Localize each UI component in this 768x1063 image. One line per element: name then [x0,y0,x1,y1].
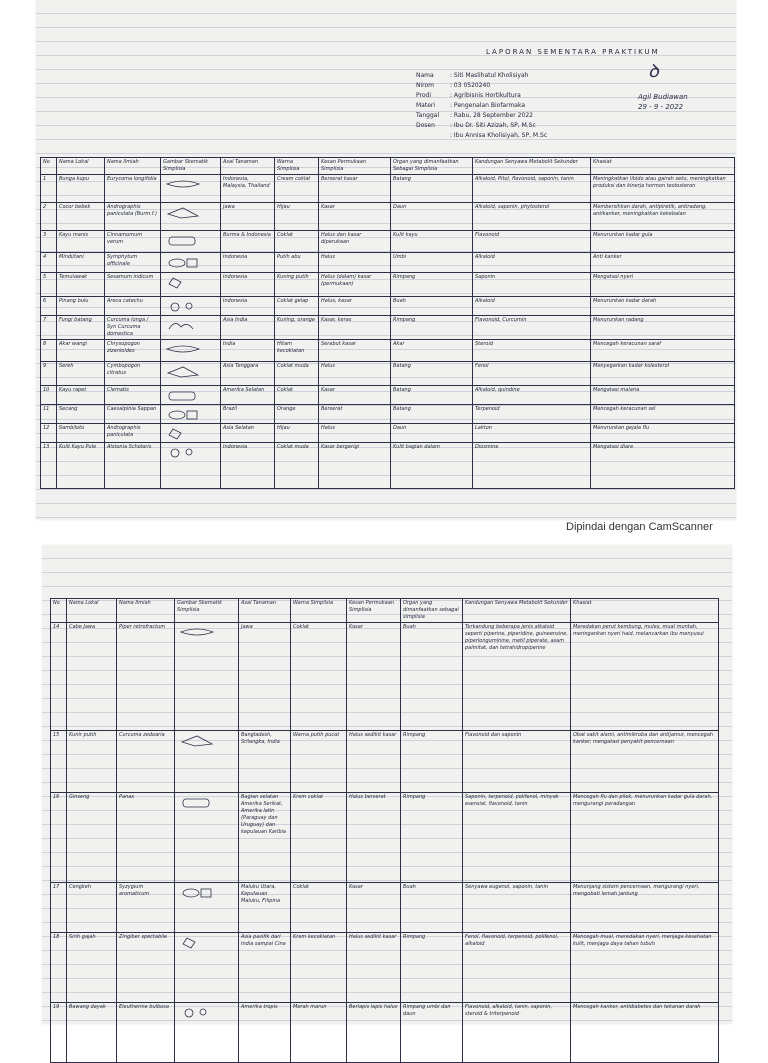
simplisia-sketch [161,424,221,443]
table-cell: Merah marun [291,1003,347,1063]
table-row [41,316,735,340]
table-row [41,175,735,203]
table-row [51,1003,719,1063]
simplisia-sketch [161,203,221,231]
practicum-table-1 [40,157,735,489]
signature-name: Agil Budiawan [638,93,688,101]
table-cell: 19 [51,1003,67,1063]
table-cell: Meredakan perut kembung, mules, mual muntah, meringankan nyeri haid, melancarkan ibu menyusui [571,623,719,731]
scanned-page-1 [36,0,736,520]
column-header: Kandungan Senyawa Metabolit Sekunder [463,599,571,623]
camscanner-watermark: Dipindai dengan CamScanner [566,521,713,533]
table-cell: Anti kanker [591,253,735,273]
column-header: Asal Tanaman [239,599,291,623]
table-row [51,793,719,883]
header-field-value: : Pengenalan Biofarmaka [450,102,526,109]
table-cell: Bagian selatan Amerika Serikat, Amerika latin (Paraguay dan Uruguay) dan kepulauan Karibia [239,793,291,883]
table-cell: Rimpang [391,273,473,297]
header-field [416,82,490,89]
table-cell: Krem coklat [291,793,347,883]
table-cell: Alkaloid [473,297,591,316]
header-field [416,122,536,129]
table-cell: Senyawa eugenol, saponin, tanin [463,883,571,933]
simplisia-sketch [175,731,239,793]
table-cell: Cream coklat [275,175,319,203]
table-cell: Putih abu [275,253,319,273]
table-row [51,883,719,933]
table-row [51,731,719,793]
signature-mark: ꝺ [648,61,659,82]
table-cell: 4 [41,253,57,273]
table-cell: Rimpang [401,731,463,793]
table-cell: Flavonoid [473,231,591,253]
simplisia-sketch [175,793,239,883]
table-cell: Kayu manis [57,231,105,253]
table-cell: Rimpang umbi dan daun [401,1003,463,1063]
simplisia-sketch [161,231,221,253]
table-cell: Fungi batang [57,316,105,340]
table-cell: Buah [401,883,463,933]
table-cell: Indonesia [221,297,275,316]
table-cell: Asia India [221,316,275,340]
table-cell: Halus [319,362,391,386]
header-field-value: : Agribisnis Hortikultura [450,92,521,99]
table-cell: Coklat gelap [275,297,319,316]
header-field-value: : 03 0520240 [450,82,491,89]
table-cell: Sirih gajah [67,933,117,1003]
column-header: Nama Ilmiah [117,599,175,623]
table-cell: Halus (dalam) kasar (permukaan) [319,273,391,297]
table-cell: Warna putih pucat [291,731,347,793]
table-cell: Symphytum officinale [105,253,161,273]
table-cell: Mencegah keracunan saraf [591,340,735,362]
table-cell: Jawa [221,203,275,231]
table-cell: 7 [41,316,57,340]
table-cell: 5 [41,273,57,297]
table-cell: Amerika Selatan [221,386,275,405]
table-cell: 12 [41,424,57,443]
header-field [416,132,547,139]
header-field [416,92,521,99]
column-header: Organ yang dimanfaatkan Sebagai Simplisia [391,158,473,175]
table-cell: Buah [401,623,463,731]
table-cell: 2 [41,203,57,231]
table-cell: Hitam kecoklatan [275,340,319,362]
table-cell: Obat sakit alami, antimikroba dan antijamur, mencegah kanker, mengatasi penyakit pencernaan [571,731,719,793]
table-cell: Kayu rapet [57,386,105,405]
table-cell: Mengatasi malaria [591,386,735,405]
simplisia-sketch [175,623,239,731]
table-cell: Coklat [291,883,347,933]
table-cell: Eleutherine bulbosa [117,1003,175,1063]
table-cell: Kasar [319,203,391,231]
scanned-page-2 [42,545,732,1024]
table-cell: Berlapis lapis halus [347,1003,401,1063]
table-cell: Batang [391,405,473,424]
table-cell: Saponin [473,273,591,297]
table-cell: Sesamum indicum [105,273,161,297]
table-cell: Rimpang [401,933,463,1003]
table-cell: Asia Tenggara [221,362,275,386]
table-cell: Andrographis paniculata [105,424,161,443]
table-cell: Flavonoid dan saponin [463,731,571,793]
table-cell: Halus dan kasar diperukaan [319,231,391,253]
table-cell: Alstonia Scholaris [105,443,161,489]
table-cell: Kasar [319,386,391,405]
table-cell: Daun [391,424,473,443]
practicum-table-2 [50,598,719,1063]
table-cell: Kasar bergerigi [319,443,391,489]
header-field-label: Dosen [416,122,435,129]
table-row [41,405,735,424]
table-cell: Berserat kasar [319,175,391,203]
table-cell: 9 [41,362,57,386]
table-cell: Lakton [473,424,591,443]
table-row [41,203,735,231]
table-cell: Areca catechu [105,297,161,316]
table-cell: Mencegah flu dan pilek, menurunkan kadar gula darah, mengurangi peradangan [571,793,719,883]
table-cell: Cabe Jawa [67,623,117,731]
column-header: No [41,158,57,175]
table-cell: Diosmine [473,443,591,489]
table-cell: Bawang dayak [67,1003,117,1063]
table-cell: Piper retrofractum [117,623,175,731]
column-header: Khasiat [571,599,719,623]
table-cell: Halus [319,253,391,273]
table-cell: Alkaloid, Pitol, flavonoid, saponin, tanin [473,175,591,203]
table-cell: Mencegah keracunan sel [591,405,735,424]
table-cell: Akar [391,340,473,362]
table-cell: Andrographis paniculata (Burm.f.) [105,203,161,231]
table-cell: Daun [391,203,473,231]
report-header [416,44,736,152]
table-cell: Fenol [473,362,591,386]
table-cell: 16 [51,793,67,883]
table-cell: Halus, kasar [319,297,391,316]
table-cell: Maluku Utara, Kepulauan Maluku, Filipina [239,883,291,933]
column-header: Kandungan Senyawa Metabolit Sekunder [473,158,591,175]
table-cell: Kulit Kayu Pule [57,443,105,489]
column-header: Nama Ilmiah [105,158,161,175]
column-header: Asal Tanaman [221,158,275,175]
table-cell: Menunjang sistem pencernaan, mengurangi nyeri, mengobati lemah jantung [571,883,719,933]
column-header: Organ yang dimanfaatkan sebagai simplisia [401,599,463,623]
header-field-value: : Siti Maslihatul Kholisiyah [450,72,529,79]
table-cell: Hijau [275,424,319,443]
column-header: Nama Lokal [67,599,117,623]
table-cell: Menyegarkan kadar kolesterol [591,362,735,386]
column-header: Kesan Permukaan Simplisia [319,158,391,175]
table-row [41,386,735,405]
table-cell: Secang [57,405,105,424]
table-cell: Amerika tropis [239,1003,291,1063]
table-cell: 11 [41,405,57,424]
column-header: Gambar Skematik Simplisia [161,158,221,175]
table-cell: Rimpang [391,316,473,340]
table-cell: Berserat [319,405,391,424]
simplisia-sketch [161,253,221,273]
signature-date: 29 - 9 - 2022 [638,103,684,111]
table-cell: Kasar [347,883,401,933]
table-cell: Kasar, keras [319,316,391,340]
table-cell: Flavonoid, Curcumin [473,316,591,340]
table-cell: Terpenoid [473,405,591,424]
table-cell: 17 [51,883,67,933]
table-cell: Bunga kupu [57,175,105,203]
report-title: LAPORAN SEMENTARA PRAKTIKUM [486,48,660,56]
table-cell: Saponin, terpenoid, polifenol, minyak esensial, flavonoid, tanin [463,793,571,883]
table-cell: Chrysopogon zizanioides [105,340,161,362]
header-field-label: Prodi [416,92,431,99]
table-cell: Alkaloid, saponin, phytosterol [473,203,591,231]
table-cell: 3 [41,231,57,253]
column-header: Gambar Skematik Simplisia [175,599,239,623]
header-field [416,102,525,109]
table-cell: Bangladesh, Srilangka, India [239,731,291,793]
table-cell: Temulawak [57,273,105,297]
table-row [41,273,735,297]
table-cell: Syzygium aromaticum [117,883,175,933]
table-cell: Halus sedikit kasar [347,731,401,793]
table-cell: Coklat [275,386,319,405]
table-cell: Asia Selatan [221,424,275,443]
simplisia-sketch [161,362,221,386]
simplisia-sketch [161,273,221,297]
table-header-row [41,158,735,175]
table-cell: Asia pasifik dari India sampai Cina [239,933,291,1003]
table-cell: Flavonoid, alkaloid, tanin, saponin, steroid & triterpenoid [463,1003,571,1063]
table-cell: Steroid [473,340,591,362]
table-row [41,253,735,273]
table-cell: Indonesia [221,253,275,273]
table-cell: Curcuma zedoaria [117,731,175,793]
column-header: Kesan Permukaan Simplisia [347,599,401,623]
table-cell: Halus berserat [347,793,401,883]
table-cell: Menurunkan gejala flu [591,424,735,443]
simplisia-sketch [161,386,221,405]
table-cell: Menurunkan kadar darah [591,297,735,316]
table-cell: Mengatasi diare [591,443,735,489]
table-cell: Mencegah mual, meredakan nyeri, menjaga kesehatan kulit, menjaga daya tahan tubuh [571,933,719,1003]
table-cell: Krem kecoklatan [291,933,347,1003]
table-cell: Sambiloto [57,424,105,443]
simplisia-sketch [161,340,221,362]
table-row [41,443,735,489]
header-field [416,72,528,79]
table-cell: Cocor bebek [57,203,105,231]
table-cell: Alkaloid, quindine [473,386,591,405]
table-cell: Menurunkan radang [591,316,735,340]
table-row [41,297,735,316]
header-field-label: Nirom [416,82,435,89]
table-cell: Brazil [221,405,275,424]
header-field-label: Nama [416,72,434,79]
table-cell: Batang [391,386,473,405]
simplisia-sketch [175,883,239,933]
table-cell: Orange [275,405,319,424]
table-cell: Hijau [275,203,319,231]
table-cell: Jawa [239,623,291,731]
table-cell: Coklat muda [275,362,319,386]
table-cell: Cymbopogon citratus [105,362,161,386]
header-field [416,112,533,119]
table-cell: Batang [391,362,473,386]
table-cell: Coklat muda [275,443,319,489]
simplisia-sketch [175,933,239,1003]
simplisia-sketch [161,297,221,316]
simplisia-sketch [161,443,221,489]
table-cell: Terkandung beberapa jenis alkaloid seperti piperine, piperidine, guineensine, piperlonguminine, metil piperate, asam palmitat, dan tetrahidropiperine [463,623,571,731]
table-cell: Kasar [347,623,401,731]
table-cell: Mencegah kanker, antidiabetes dan tekanan darah [571,1003,719,1063]
table-row [41,340,735,362]
table-cell: Eurycoma longifolia [105,175,161,203]
table-cell: 10 [41,386,57,405]
table-cell: 15 [51,731,67,793]
column-header: Khasiat [591,158,735,175]
table-cell: 13 [41,443,57,489]
table-cell: Akar wangi [57,340,105,362]
table-cell: 6 [41,297,57,316]
table-cell: Cengkeh [67,883,117,933]
table-cell: Ginseng [67,793,117,883]
table-cell: Buah [391,297,473,316]
table-cell: Indonesia [221,443,275,489]
table-cell: Meningkatkan libido atau gairah seks, meningkatkan produksi dan kinerja hormon testosteron [591,175,735,203]
column-header: Nama Lokal [57,158,105,175]
table-cell: Indonesia, Malaysia, Thailand [221,175,275,203]
header-field-label: Tanggal [416,112,440,119]
table-cell: Kuning, orange [275,316,319,340]
table-cell: 14 [51,623,67,731]
header-field-value: : Ibu Annisa Kholisiyah, SP, M.Sc [450,132,548,139]
table-cell: Pinang bulu [57,297,105,316]
table-cell: Burma & Indonesia [221,231,275,253]
table-cell: India [221,340,275,362]
header-field-label: Materi [416,102,436,109]
simplisia-sketch [175,1003,239,1063]
table-cell: Umbi [391,253,473,273]
table-cell: Clematis [105,386,161,405]
table-row [51,623,719,731]
table-cell: Zingiber spectabile [117,933,175,1003]
table-cell: Kulit kayu [391,231,473,253]
table-row [41,362,735,386]
table-cell: Halus [319,424,391,443]
table-cell: Kuning putih [275,273,319,297]
header-field-value: : Rabu, 28 September 2022 [450,112,533,119]
column-header: No [51,599,67,623]
table-cell: Menurunkan kadar gula [591,231,735,253]
table-cell: Caesalpinia Sappan [105,405,161,424]
simplisia-sketch [161,316,221,340]
table-row [51,933,719,1003]
table-cell: Rimpang [401,793,463,883]
table-cell: Fenol, flavonoid, terpenoid, polifenol, alkaloid [463,933,571,1003]
table-cell: Indonesia [221,273,275,297]
table-cell: Alkaloid [473,253,591,273]
table-cell: Kunir putih [67,731,117,793]
table-cell: Serabut kasar [319,340,391,362]
signature-note [638,92,688,112]
simplisia-sketch [161,175,221,203]
table-cell: Curcuma longa / Syn Curcuma domestica [105,316,161,340]
table-cell: 1 [41,175,57,203]
column-header: Warna Simplisia [275,158,319,175]
table-cell: Membersihkan darah, antipiretik, antiradang, antikanker, meningkatkan kekebalan [591,203,735,231]
column-header: Warna Simplisia [291,599,347,623]
table-cell: 18 [51,933,67,1003]
table-cell: Sereh [57,362,105,386]
simplisia-sketch [161,405,221,424]
header-field-value: : Ibu Dr. Siti Azizah, SP, M.Sc [450,122,536,129]
table-cell: Mengatasi nyeri [591,273,735,297]
table-cell: Kulit bagian dalam [391,443,473,489]
table-header-row [51,599,719,623]
table-cell: Halus sedikit kasar [347,933,401,1003]
table-cell: Coklat [291,623,347,731]
table-cell: Mindi/tani [57,253,105,273]
table-cell: Coklat [275,231,319,253]
table-row [41,424,735,443]
table-cell: Cinnamomum verum [105,231,161,253]
table-cell: Batang [391,175,473,203]
table-cell: Panax [117,793,175,883]
table-cell: 8 [41,340,57,362]
table-row [41,231,735,253]
